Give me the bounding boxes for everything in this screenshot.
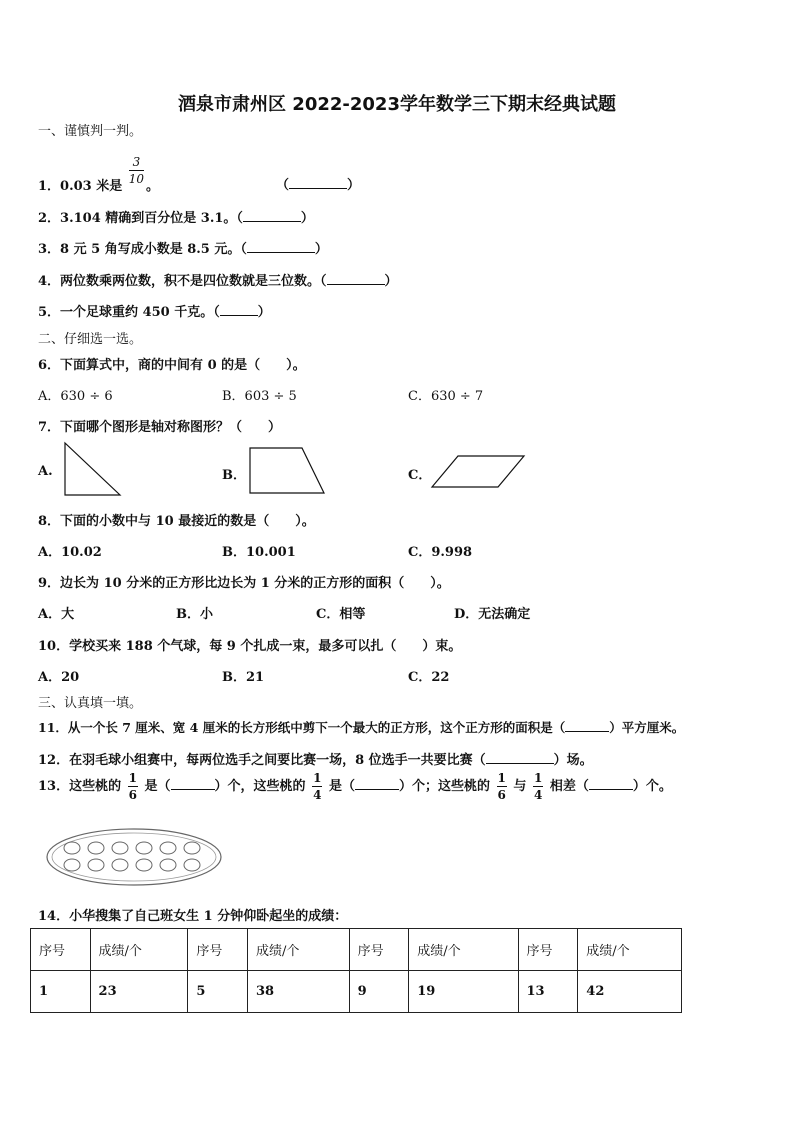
q13-blank-2[interactable] [355, 777, 399, 790]
table-header-cell: 成绩/个 [247, 929, 349, 971]
question-2: 2．3.104 精确到百分位是 3.1。（ ） [38, 211, 314, 226]
question-9: 9．边长为 10 分米的正方形比边长为 1 分米的正方形的面积（ ）。 [38, 576, 450, 591]
question-14: 14．小华搜集了自己班女生 1 分钟仰卧起坐的成绩： [38, 909, 348, 924]
section-heading-3: 三、认真填一填。 [38, 696, 143, 711]
peach-icon [88, 842, 104, 854]
table-header-cell: 序号 [349, 929, 409, 971]
right-triangle-shape [60, 440, 126, 500]
q9-option-b[interactable]: B．小 [176, 607, 213, 622]
question-4: 4．两位数乘两位数，积不是四位数就是三位数。（ ） [38, 274, 398, 289]
table-cell: 19 [409, 971, 518, 1013]
table-header-cell: 成绩/个 [90, 929, 188, 971]
table-cell: 38 [247, 971, 349, 1013]
q10-option-c[interactable]: C．22 [408, 670, 450, 685]
q12-text: 12．在羽毛球小组赛中，每两位选手之间要比赛一场，8 位选手一共要比赛（ [38, 753, 486, 768]
page-title: 酒泉市肃州区 2022-2023学年数学三下期末经典试题 [178, 94, 616, 115]
table-cell: 1 [31, 971, 91, 1013]
peach-icon [112, 842, 128, 854]
section-heading-1: 一、谨慎判一判。 [38, 124, 143, 139]
q1-frac-denominator: 10 [128, 172, 145, 186]
peach-icon [112, 859, 128, 871]
table-header-cell: 序号 [518, 929, 578, 971]
question-8: 8．下面的小数中与 10 最接近的数是（ ）。 [38, 514, 315, 529]
q9-option-c[interactable]: C．相等 [316, 607, 366, 622]
peach-icon [136, 859, 152, 871]
question-5: 5．一个足球重约 450 千克。（ ） [38, 305, 271, 320]
question-12: 12．在羽毛球小组赛中，每两位选手之间要比赛一场，8 位选手一共要比赛（ ）场。 [38, 753, 593, 768]
table-cell: 9 [349, 971, 409, 1013]
peach-icon [64, 859, 80, 871]
table-cell: 5 [188, 971, 248, 1013]
table-header-cell: 序号 [188, 929, 248, 971]
q7-option-a[interactable]: A. [38, 464, 53, 479]
table-cell: 42 [578, 971, 682, 1013]
parallelogram-shape [430, 453, 528, 491]
peach-icon [136, 842, 152, 854]
q8-option-b[interactable]: B．10.001 [222, 545, 296, 560]
q8-option-c[interactable]: C．9.998 [408, 545, 473, 560]
table-row [31, 971, 682, 1013]
q2-text: 2．3.104 精确到百分位是 3.1。（ [38, 211, 243, 226]
table-header-cell: 成绩/个 [409, 929, 518, 971]
question-7: 7．下面哪个图形是轴对称图形？（ ） [38, 420, 282, 435]
q6-option-b[interactable]: B．603 ÷ 5 [222, 389, 297, 404]
q10-option-b[interactable]: B．21 [222, 670, 265, 685]
peach-icon [88, 859, 104, 871]
q11-text: 11．从一个长 7 厘米、宽 4 厘米的长方形纸中剪下一个最大的正方形，这个正方形的面积是（ [38, 720, 566, 735]
q3-text: 3．8 元 5 角写成小数是 8.5 元。（ [38, 242, 247, 257]
q4-text: 4．两位数乘两位数，积不是四位数就是三位数。（ [38, 274, 327, 289]
q13-blank-3[interactable] [589, 777, 633, 790]
q1-frac-numerator: 3 [132, 155, 141, 169]
q13-blank-1[interactable] [171, 777, 215, 790]
q6-option-c[interactable]: C．630 ÷ 7 [408, 389, 484, 404]
q5-answer-blank[interactable] [220, 303, 258, 316]
peach-icon [160, 842, 176, 854]
q8-option-a[interactable]: A．10.02 [38, 545, 102, 560]
q7-option-c[interactable]: C． [408, 468, 432, 483]
peach-icon [184, 842, 200, 854]
table-header-cell: 序号 [31, 929, 91, 971]
q13-fraction-1-6-b: $\frac{1}{6}$ [497, 771, 506, 802]
question-6: 6．下面算式中，商的中间有 0 的是（ ）。 [38, 358, 306, 373]
q3-answer-blank[interactable] [247, 240, 315, 253]
section-heading-2: 二、仔细选一选。 [38, 332, 143, 347]
table-header-cell: 成绩/个 [578, 929, 682, 971]
peach-icon [64, 842, 80, 854]
peach-icon [184, 859, 200, 871]
q1-prefix: 1．0.03 米是 [38, 179, 123, 194]
q12-answer-blank[interactable] [486, 751, 554, 764]
q7-option-b[interactable]: B． [222, 468, 246, 483]
question-1 [38, 150, 160, 194]
q10-option-a[interactable]: A．20 [38, 670, 80, 685]
q1-answer-blank[interactable]: （ ） [276, 178, 361, 193]
question-11: 11．从一个长 7 厘米、宽 4 厘米的长方形纸中剪下一个最大的正方形，这个正方形的面积是（ ）平方厘米。 [38, 720, 685, 735]
question-13: 13．这些桃的 $\frac{1}{6}$ 是（ ）个，这些桃的 $\frac{1}{4}$ 是（ ）个；这些桃的 $\frac{1}{6}$ 与 $\frac{1}{4}$ 相差（ ）个。 [38, 771, 672, 802]
peaches-illustration [44, 826, 226, 888]
q1-fraction [129, 156, 144, 185]
q1-suffix: 。 [146, 179, 160, 194]
q4-answer-blank[interactable] [327, 272, 385, 285]
table-cell: 13 [518, 971, 578, 1013]
q6-option-a[interactable]: A．630 ÷ 6 [38, 389, 113, 404]
q9-option-d[interactable]: D．无法确定 [454, 607, 531, 622]
q13-fraction-1-4-a: $\frac{1}{4}$ [313, 771, 322, 802]
trapezoid-shape [246, 445, 330, 497]
q9-option-a[interactable]: A．大 [38, 607, 75, 622]
question-3: 3．8 元 5 角写成小数是 8.5 元。（ ） [38, 242, 328, 257]
score-table [30, 928, 682, 1013]
q13-fraction-1-4-b: $\frac{1}{4}$ [533, 771, 543, 802]
table-header-row [31, 929, 682, 971]
q13-fraction-1-6-a: $\frac{1}{6}$ [128, 771, 137, 802]
q11-answer-blank[interactable] [565, 719, 609, 732]
q2-answer-blank[interactable] [243, 209, 301, 222]
table-cell: 23 [90, 971, 188, 1013]
question-10: 10．学校买来 188 个气球，每 9 个扎成一束，最多可以扎（ ）束。 [38, 639, 462, 654]
peach-icon [160, 859, 176, 871]
q5-text: 5．一个足球重约 450 千克。（ [38, 305, 220, 320]
